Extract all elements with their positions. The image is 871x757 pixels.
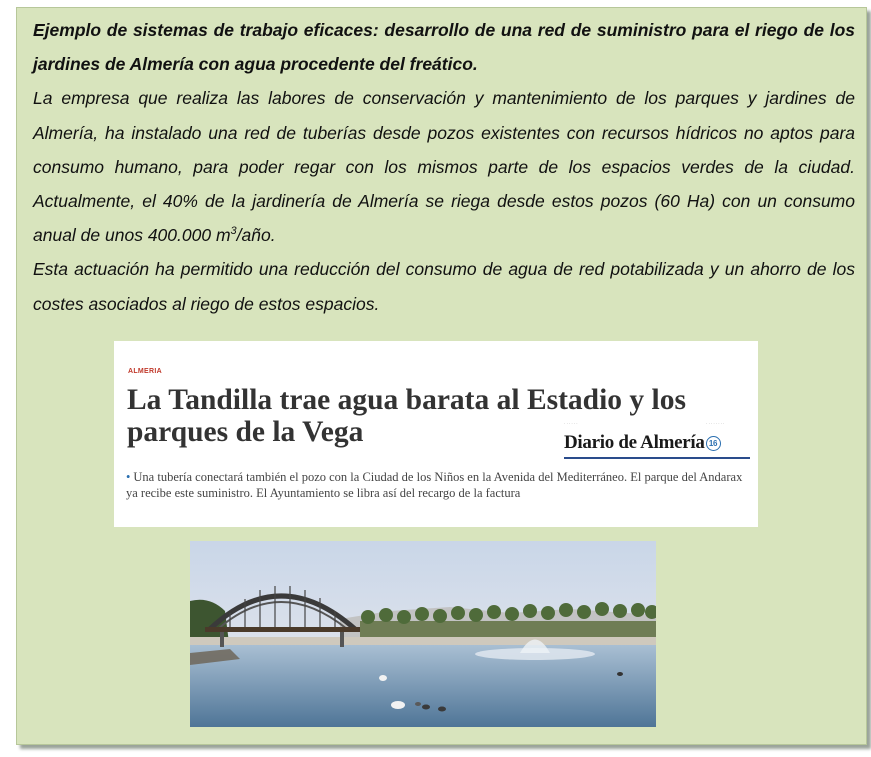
lake-water xyxy=(190,645,656,727)
newspaper-clipping xyxy=(114,341,758,527)
document-text xyxy=(33,13,855,321)
newspaper-logo-underline xyxy=(564,457,750,459)
clipping-section-label: ALMERIA xyxy=(128,368,162,375)
document-heading: Ejemplo de sistemas de trabajo eficaces: desarrollo de una red de suministro para el riego de los jardines de Almería con agua procedente del freático. xyxy=(33,20,855,75)
newspaper-badge-icon: 16 xyxy=(706,436,721,451)
clipping-headline: La Tandilla trae agua barata al Estadio y los parques de la Vega xyxy=(127,384,686,448)
clipping-brand-tag: · · · · · · xyxy=(564,421,578,426)
paragraph-1 xyxy=(33,81,855,252)
park-photo-illustration xyxy=(190,541,656,727)
promenade xyxy=(190,637,656,645)
bullet-icon: • xyxy=(126,470,131,484)
clipping-date-mark: · · · · · · · · xyxy=(706,421,725,426)
cubic-superscript: 3 xyxy=(230,225,237,238)
clipping-summary-text: Una tubería conectará también el pozo con la Ciudad de los Niños en la Avenida del Mediterráneo. El parque del Andarax ya recibe este suministro. El Ayuntamiento se libra así del recargo de la factura xyxy=(126,470,743,500)
paragraph-1-end: /año. xyxy=(236,225,276,246)
park-photo xyxy=(190,541,656,727)
newspaper-logo xyxy=(564,432,721,454)
newspaper-logo-text: Diario de Almería xyxy=(564,432,705,453)
document-card xyxy=(16,7,867,745)
paragraph-1-text: La empresa que realiza las labores de conservación y mantenimiento de los parques y jardines de Almería, ha instalado una red de tuberías desde pozos existentes con recursos hídricos no aptos para consumo humano, para poder regar con los mismos parte de los espacios verdes de la ciudad. Actualmente, el 40% de la jardinería de Almería se riega desde estos pozos (60 Ha) con un consumo anual de unos 400.000 m xyxy=(33,88,855,246)
clipping-summary xyxy=(126,470,746,501)
paragraph-2: Esta actuación ha permitido una reducción del consumo de agua de red potabilizada y un ahorro de los costes asociados al riego de estos espacios. xyxy=(33,259,855,314)
